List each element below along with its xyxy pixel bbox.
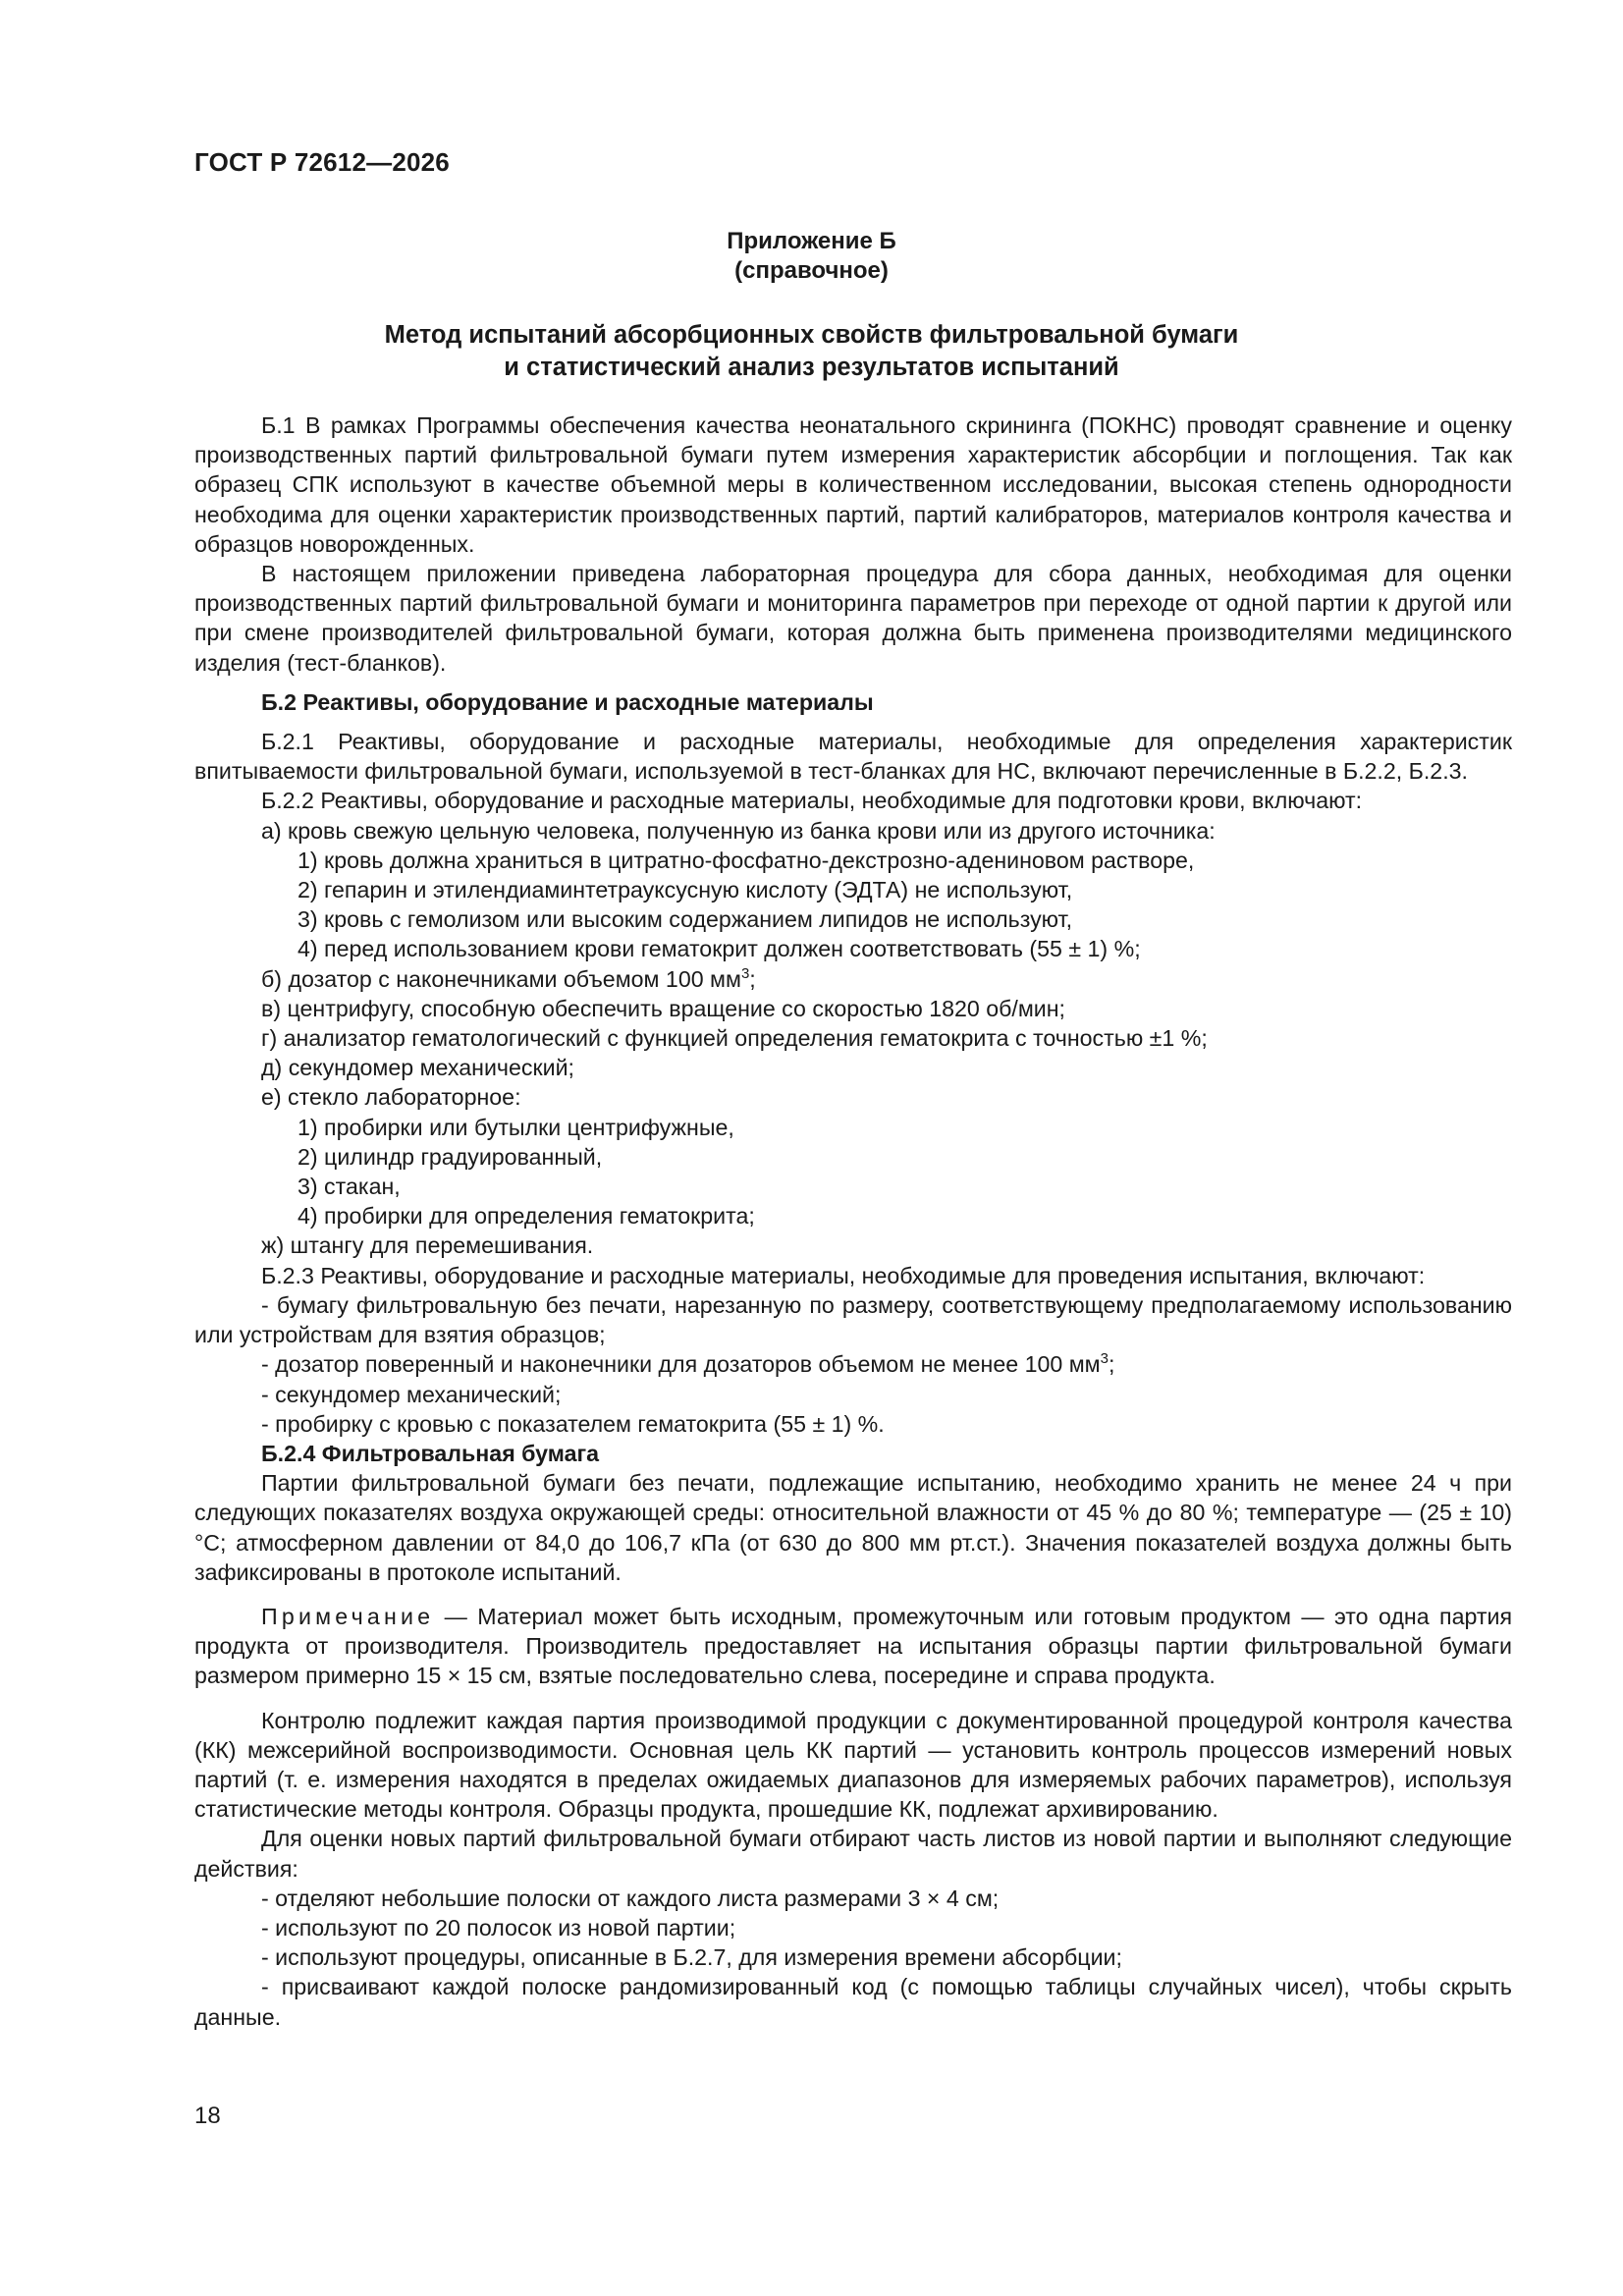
paragraph-b23: Б.2.3 Реактивы, оборудование и расходные материалы, необходимые для проведения испытания, включают: — [261, 1262, 1426, 1288]
list-item-b22-a3: 3) кровь с гемолизом или высоким содержанием липидов не используют, — [298, 906, 1073, 933]
section-heading-b2: Б.2 Реактивы, оборудование и расходные материалы — [261, 688, 874, 715]
annex-label: Приложение Б — [727, 228, 896, 254]
list-item-action-2: - используют по 20 полосок из новой партии; — [261, 1914, 736, 1941]
paragraph-b1: Б.1 В рамках Программы обеспечения качества неонатального скрининга (ПОКНС) проводят сравнение и оценку производственных партий фильтровальной бумаги путем измерения характеристик абсорбции и поглощения. Так как образец СПК используют в качестве объемной меры в количественном исследовании, высокая степень однородности необходима для оценки характеристик производственных партий, партий калибраторов, материалов контроля качества и образцов новорожденных. — [194, 412, 1512, 557]
list-item-b22-e1: 1) пробирки или бутылки центрифужные, — [298, 1114, 734, 1140]
list-item-b22-a1: 1) кровь должна храниться в цитратно-фосфатно-декстрозно-адениновом растворе, — [298, 847, 1195, 873]
list-item-b23-1: - бумагу фильтровальную без печати, нарезанную по размеру, соответствующему предполагаемому использованию или устройствам для взятия образцов; — [194, 1291, 1512, 1348]
list-item-b22-e: е) стекло лабораторное: — [261, 1084, 521, 1111]
list-item-b23-2: - дозатор поверенный и наконечники для дозаторов объемом не менее 100 $мм^3$; — [261, 1350, 1115, 1378]
annex-title-line-2: и статистический анализ результатов испытаний — [504, 354, 1119, 381]
document-header: ГОСТ Р 72612—2026 — [194, 147, 450, 177]
list-item-b22-e4: 4) пробирки для определения гематокрита; — [298, 1203, 755, 1230]
annex-kind: (справочное) — [734, 257, 889, 284]
list-item-b22-a4: 4) перед использованием крови гематокрит должен соответствовать (55 ± 1) %; — [298, 936, 1141, 962]
paragraph-b21: Б.2.1 Реактивы, оборудование и расходные материалы, необходимые для определения характеристик впитываемости фильтровальной бумаги, используемой в тест-бланках для НС, включают перечисленные в Б.2.2, Б.2.3. — [194, 729, 1512, 785]
note-paragraph — [194, 1602, 1512, 1691]
note-label: Примечание — [261, 1603, 435, 1629]
page-number: 18 — [194, 2103, 221, 2129]
list-item-b22-b: б) дозатор с наконечниками объемом 100 $мм^3$; — [261, 964, 756, 992]
paragraph-b24: Партии фильтровальной бумаги без печати, подлежащие испытанию, необходимо хранить не менее 24 ч при следующих показателях воздуха окружающей среды: относительной влажности от 45 % до 80 %; температуре — (25 ± 10) °С; атмосферном давлении от 84,0 до 106,7 кПа (от 630 до 800 мм рт.ст.). Значения показателей воздуха должны быть зафиксированы в протоколе испытаний. — [194, 1470, 1512, 1585]
list-item-b22-d: д) секундомер механический; — [261, 1055, 574, 1081]
list-item-b22-g: г) анализатор гематологический с функцией определения гематокрита с точностью ±1 %; — [261, 1025, 1208, 1052]
paragraph-quality-control: Контролю подлежит каждая партия производимой продукции с документированной процедурой контроля качества (КК) межсерийной воспроизводимости. Основная цель КК партий — установить контроль процессов измерений новых партий (т. е. измерения находятся в пределах ожидаемых диапазонов для измеряемых рабочих параметров), используя статистические методы контроля. Образцы продукта, прошедшие КК, подлежат архивированию. — [194, 1707, 1512, 1823]
paragraph-evaluation: Для оценки новых партий фильтровальной бумаги отбирают часть листов из новой партии и выполняют следующие действия: — [194, 1826, 1512, 1882]
list-item-b23-4: - пробирку с кровью с показателем гематокрита (55 ± 1) %. — [261, 1410, 885, 1437]
document-body — [194, 410, 1512, 2032]
paragraph-b1-scope: В настоящем приложении приведена лабораторная процедура для сбора данных, необходимая для оценки производственных партий фильтровальной бумаги и мониторинга параметров при переходе от одной партии к другой или при смене производителей фильтровальной бумаги, которая должна быть применена производителями медицинского изделия (тест-бланков). — [194, 561, 1512, 676]
list-item-b22-a: а) кровь свежую цельную человека, полученную из банка крови или из другого источника: — [261, 817, 1216, 844]
list-item-action-1: - отделяют небольшие полоски от каждого листа размерами 3 × 4 см; — [261, 1885, 1000, 1911]
section-heading-b24: Б.2.4 Фильтровальная бумага — [261, 1440, 600, 1466]
list-item-b22-e3: 3) стакан, — [298, 1174, 401, 1200]
paragraph-b22: Б.2.2 Реактивы, оборудование и расходные материалы, необходимые для подготовки крови, включают: — [261, 788, 1363, 814]
note-text: — Материал может быть исходным, промежуточным или готовым продуктом — это одна партия продукта от производителя. Производитель предоставляет на испытания образцы партии фильтровальной бумаги размером примерно 15 × 15 см, взятые последовательно слева, посередине и справа продукта. — [194, 1603, 1512, 1689]
list-item-b22-a2: 2) гепарин и этилендиаминтетрауксусную кислоту (ЭДТА) не используют, — [298, 877, 1073, 903]
list-item-action-4: - присваивают каждой полоске рандомизированный код (с помощью таблицы случайных чисел), чтобы скрыть данные. — [194, 1974, 1512, 2030]
list-item-action-3: - используют процедуры, описанные в Б.2.7, для измерения времени абсорбции; — [261, 1944, 1122, 1971]
list-item-b22-v: в) центрифугу, способную обеспечить вращение со скоростью 1820 об/мин; — [261, 995, 1065, 1021]
list-item-b23-3: - секундомер механический; — [261, 1381, 562, 1407]
list-item-b22-e2: 2) цилиндр градуированный, — [298, 1143, 603, 1170]
list-item-b22-zh: ж) штангу для перемешивания. — [261, 1232, 594, 1259]
annex-title-line-1: Метод испытаний абсорбционных свойств фильтровальной бумаги — [384, 321, 1239, 349]
